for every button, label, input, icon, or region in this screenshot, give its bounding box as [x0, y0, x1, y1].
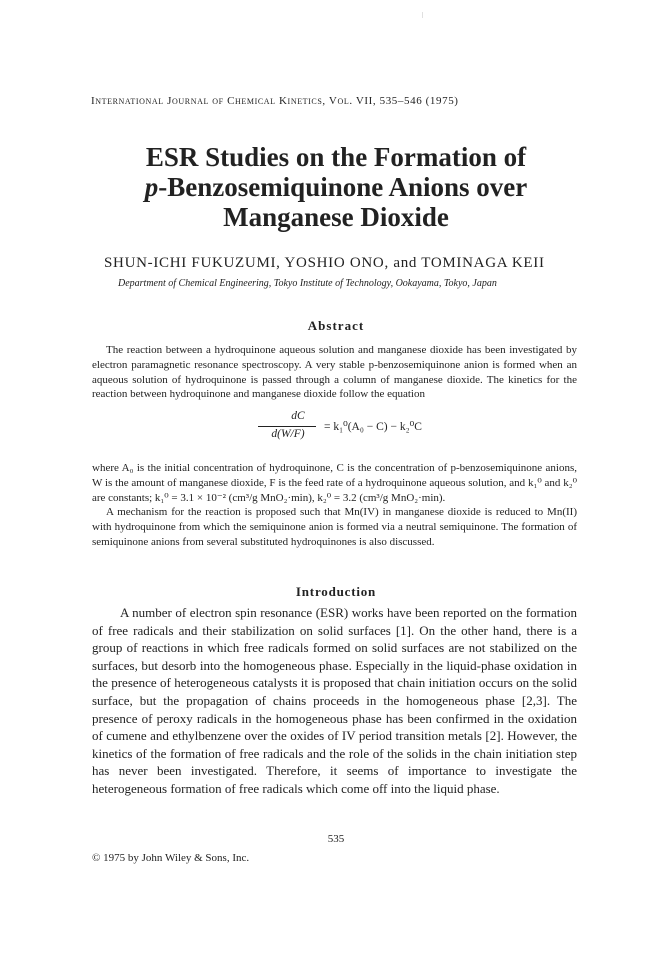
abstract-paragraph-1: The reaction between a hydroquinone aqueous solution and manganese dioxide has been investigated by electron paramagnetic resonance spectroscopy. A very stable p-benzosemiquinone anion is formed when an aqueous solution of hydroquinone is passed through a column of manganese dioxide. The kinetics for the reaction between hydroquinone and manganese dioxide follow the equation: [92, 344, 577, 401]
rate-equation: [250, 410, 490, 456]
article-title: [100, 142, 572, 232]
title-line-1: ESR Studies on the Formation of: [145, 142, 527, 172]
running-header: [91, 95, 611, 107]
introduction-paragraph-1: A number of electron spin resonance (ESR) works have been reported on the formation of free radicals and their stabilization on solid surfaces [1]. On the other hand, there is a group of reactions in which free radicals formed on solid surfaces are not stabilized on the surfaces, but desorb into the homogeneous phase. Especially in the liquid-phase oxidation in the presence of heterogeneous catalysts it is proposed that chain initiation occurs on the solid surface, but the propagation of chains proceeds in the homogeneous phase [2,3]. The presence of peroxy radicals in the homogeneous phase has been confirmed in the oxidation of cumene and ethylbenzene over the oxides of IV period transition metals [2]. However, the kinetics of the formation of free radicals and the role of the solids in the chain initiation step has never been investigated. Therefore, it seems of importance to investigate the heterogeneous formation of free radicals which come off into the liquid phase.: [92, 605, 577, 796]
abstract-body-2: [92, 461, 577, 550]
equation-right-side: = k₁⁰(A₀ − C) − k₂⁰C: [324, 421, 422, 433]
scan-mark: [422, 12, 423, 18]
title-line-2-rest: -Benzosemiquinone Anions over: [158, 172, 528, 202]
introduction-heading: Introduction: [295, 584, 377, 599]
equation-denominator: d(W/F): [271, 428, 305, 440]
page-number: 535: [327, 833, 345, 845]
copyright-notice: © 1975 by John Wiley & Sons, Inc.: [92, 852, 250, 864]
introduction-body: [92, 604, 577, 798]
title-line-2: [100, 172, 572, 202]
page-range: 535–546 (1975): [379, 95, 459, 107]
abstract-paragraph-3: A mechanism for the reaction is proposed such that Mn(IV) in manganese dioxide is reduced to Mn(II) with hydroquinone from which the semiquinone anion is formed via a neutral semiquinone. The formation of semiquinone anions from several substituted hydroquinones is also discussed.: [92, 506, 577, 548]
fraction-bar: [258, 426, 316, 427]
abstract-paragraph-2: where A₀ is the initial concentration of hydroquinone, C is the concentration of p-benzosemiquinone anions, W is the amount of manganese dioxide, F is the feed rate of a hydroquinone aqueous solution, and k₁⁰ and k₂⁰ are constants; k₁⁰ = 3.1 × 10⁻² (cm³/g MnO₂·min), k₂⁰ = 3.2 (cm³/g MnO₂·min).: [92, 462, 577, 504]
title-italic-p: p: [144, 172, 159, 202]
journal-citation: International Journal of Chemical Kinetics, Vol. VII,: [91, 95, 380, 107]
affiliation: Department of Chemical Engineering, Tokyo Institute of Technology, Ookayama, Tokyo, Japan: [118, 278, 497, 289]
title-line-3: Manganese Dioxide: [223, 202, 449, 232]
abstract-heading: Abstract: [307, 318, 365, 333]
equation-numerator: dC: [291, 410, 305, 422]
author-list: SHUN-ICHI FUKUZUMI, YOSHIO ONO, and TOMINAGA KEII: [104, 255, 545, 271]
